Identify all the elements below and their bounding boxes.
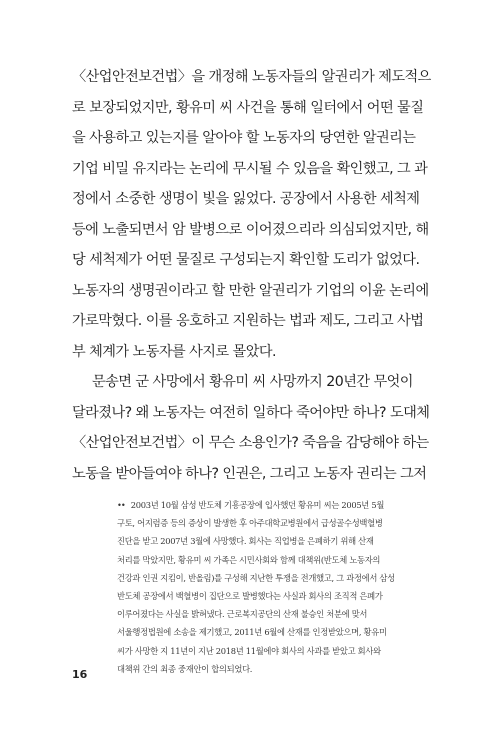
footnote-line-first [117, 496, 417, 514]
footnote-text: 2003년 10월 삼성 반도체 기흥공장에 입사했던 황유미 씨는 2005년 5월 [130, 500, 385, 510]
footnote-line: 구토, 어지럼증 등의 증상이 발생한 후 아주대학교병원에서 급성골수성백혈병 [117, 518, 383, 529]
page-number: 16 [72, 668, 88, 681]
footnote-line: 서울행정법원에 소송을 제기했고, 2011년 6월에 산재를 인정받았으며, 황유미 [117, 627, 387, 638]
body-line: 가로막혔다. 이를 옹호하고 지원하는 법과 제도, 그리고 사법 [72, 313, 424, 329]
body-line: 노동자의 생명권이라고 할 만한 알권리가 기업의 이윤 논리에 [72, 282, 429, 299]
body-line: 정에서 소중한 생명이 빛을 잃었다. 공장에서 사용한 세척제 [72, 191, 420, 207]
footnote-line: 건강과 인권 지킴이, 반올림)를 구성해 지난한 투쟁을 전개했고, 그 과정에서 삼성 [117, 572, 395, 583]
body-line: 당 세척제가 어떤 물질로 구성되는지 확인할 도리가 없었다. [72, 252, 420, 268]
footnote-line: 대책위 간의 최종 중재안이 합의되었다. [117, 663, 253, 674]
footnote-line: 반도체 공장에서 백혈병이 집단으로 발병했다는 사실과 회사의 조직적 은폐가 [117, 591, 383, 602]
footnote-line: 진단을 받고 2007년 3월에 사망했다. 회사는 직업병을 은폐하기 위해 산재 [117, 536, 374, 547]
body-line: 로 보장되었지만, 황유미 씨 사건을 통해 일터에서 어떤 물질 [72, 99, 424, 116]
footnote-line: 처리를 막았지만, 황유미 씨 가족은 시민사회와 함께 대책위(반도체 노동자의 [117, 554, 381, 565]
body-line: 등에 노출되면서 암 발병으로 이어졌으리라 의심되었지만, 해 [72, 221, 429, 238]
body-line: 을 사용하고 있는지를 알아야 할 노동자의 당연한 알권리는 [72, 130, 416, 146]
footnote-mark: •• [117, 500, 125, 510]
body-text [72, 62, 432, 489]
footnote [117, 496, 417, 678]
body-line: 기업 비밀 유지라는 논리에 무시될 수 있음을 확인했고, 그 과 [72, 160, 428, 177]
body-line: 노동을 받아들여야 하나? 인권은, 그리고 노동자 권리는 그저 [72, 465, 427, 482]
body-line-paragraph-start: 문송면 군 사망에서 황유미 씨 사망까지 20년간 무엇이 [92, 374, 413, 390]
body-line: 〈산업안전보건법〉을 개정해 노동자들의 알권리가 제도적으 [72, 69, 431, 85]
footnote-line: 씨가 사망한 지 11년이 지난 2018년 11월에야 회사의 사과를 받았고 회사와 [117, 645, 381, 656]
footnote-line: 이루어졌다는 사실을 밝혀냈다. 근로복지공단의 산재 불승인 처분에 맞서 [117, 609, 368, 620]
body-line: 부 체계가 노동자를 사지로 몰았다. [72, 343, 276, 360]
body-line: 달라졌나? 왜 노동자는 여전히 일하다 죽어야만 하나? 도대체 [72, 404, 430, 421]
body-line: 〈산업안전보건법〉이 무슨 소용인가? 죽음을 감당해야 하는 [72, 435, 429, 451]
